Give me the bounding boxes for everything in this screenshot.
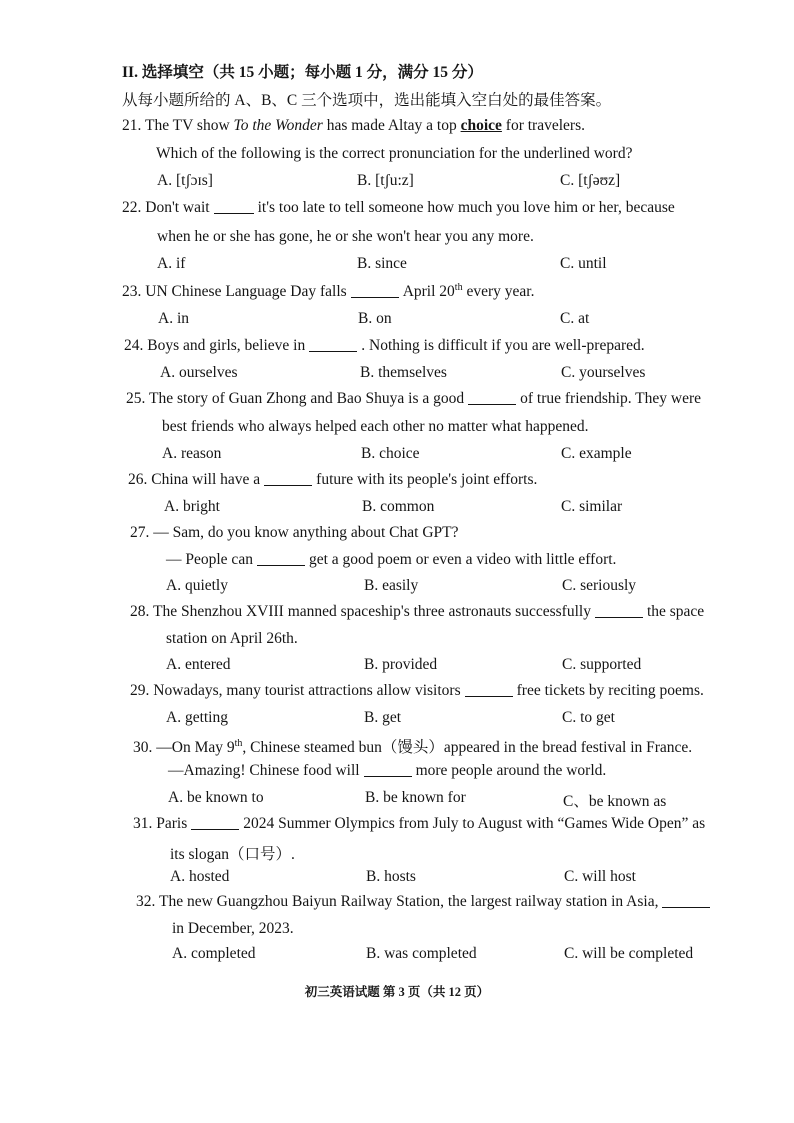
option-b: B. [tʃu:z] bbox=[357, 172, 414, 189]
option-a: A. ourselves bbox=[160, 364, 238, 381]
question-text: The story of Guan Zhong and Bao Shuya is a good bbox=[148, 390, 465, 407]
option-c: C、be known as bbox=[563, 793, 667, 810]
question-text: April 20 bbox=[402, 283, 455, 301]
question-32 bbox=[136, 893, 714, 911]
option-c: C. will be completed bbox=[564, 945, 694, 962]
question-text: The TV show bbox=[144, 117, 234, 134]
question-number: 21. bbox=[122, 117, 142, 134]
question-text: Paris bbox=[156, 815, 188, 832]
ordinal-suffix: th bbox=[234, 737, 243, 749]
question-22 bbox=[122, 199, 675, 217]
answer-blank bbox=[257, 565, 305, 566]
question-21 bbox=[122, 117, 585, 135]
answer-blank bbox=[309, 351, 357, 352]
question-26 bbox=[128, 471, 537, 489]
option-a: A. [tʃɔɪs] bbox=[157, 172, 213, 189]
question-28 bbox=[130, 603, 704, 621]
option-a: A. reason bbox=[162, 445, 222, 462]
question-text: Don't wait bbox=[145, 199, 210, 216]
question-25-line-2: best friends who always helped each other no matter what happened. bbox=[162, 418, 589, 435]
option-b: B. easily bbox=[364, 577, 419, 594]
question-number: 27. bbox=[130, 524, 150, 541]
question-number: 30. bbox=[133, 739, 153, 756]
question-text: get a good poem or even a video with little effort. bbox=[308, 551, 617, 568]
option-b: B. provided bbox=[364, 656, 438, 673]
option-b: B. on bbox=[358, 310, 392, 327]
option-a: A. getting bbox=[166, 709, 228, 726]
answer-blank bbox=[351, 297, 399, 298]
question-text: The Shenzhou XVIII manned spaceship's three astronauts successfully bbox=[152, 603, 591, 620]
question-text: . Nothing is difficult if you are well-prepared. bbox=[361, 337, 645, 354]
answer-blank bbox=[364, 776, 412, 777]
question-text: , Chinese steamed bun（馒头）appeared in the bread festival in France. bbox=[242, 739, 693, 756]
page-footer: 初三英语试题 第 3 页（共 12 页） bbox=[304, 985, 490, 999]
question-text: 2024 Summer Olympics from July to August with “Games Wide Open” as bbox=[243, 815, 706, 832]
option-c: C. [tʃəʊz] bbox=[560, 172, 621, 189]
option-c: C. until bbox=[560, 255, 607, 272]
question-number: 22. bbox=[122, 199, 142, 216]
question-31 bbox=[133, 815, 705, 833]
question-text: The new Guangzhou Baiyun Railway Station, the largest railway station in Asia, bbox=[158, 893, 659, 910]
question-29 bbox=[130, 682, 704, 700]
option-a: A. bright bbox=[164, 498, 220, 515]
question-text: more people around the world. bbox=[415, 762, 607, 779]
option-a: A. quietly bbox=[166, 577, 228, 594]
question-text: —Amazing! Chinese food will bbox=[168, 762, 360, 779]
option-a: A. hosted bbox=[170, 868, 230, 885]
question-text: — Sam, do you know anything about Chat GPT? bbox=[153, 524, 459, 541]
answer-blank bbox=[662, 907, 710, 908]
option-b: B. was completed bbox=[366, 945, 477, 962]
question-30 bbox=[133, 735, 692, 757]
section-instruction: 从每小题所给的 A、B、C 三个选项中，选出能填入空白处的最佳答案。 bbox=[122, 92, 612, 109]
question-text: the space bbox=[646, 603, 705, 620]
option-b: B. themselves bbox=[360, 364, 447, 381]
question-27-line-2 bbox=[166, 551, 616, 569]
question-text: free tickets by reciting poems. bbox=[516, 682, 704, 699]
option-c: C. supported bbox=[562, 656, 642, 673]
question-text: — People can bbox=[166, 551, 253, 568]
option-b: B. common bbox=[362, 498, 435, 515]
question-text: has made Altay a top bbox=[322, 117, 461, 134]
option-b: B. since bbox=[357, 255, 407, 272]
answer-blank bbox=[468, 404, 516, 405]
question-number: 31. bbox=[133, 815, 153, 832]
question-25 bbox=[126, 390, 701, 408]
question-27 bbox=[130, 524, 459, 542]
option-a: A. entered bbox=[166, 656, 231, 673]
answer-blank bbox=[595, 617, 643, 618]
option-c: C. to get bbox=[562, 709, 615, 726]
option-a: A. be known to bbox=[168, 789, 264, 806]
question-number: 25. bbox=[126, 390, 146, 407]
question-30-line-2 bbox=[168, 762, 606, 780]
option-c: C. will host bbox=[564, 868, 636, 885]
question-number: 28. bbox=[130, 603, 150, 620]
section-title: II. 选择填空（共 15 小题；每小题 1 分，满分 15 分） bbox=[122, 64, 483, 81]
option-b: B. get bbox=[364, 709, 402, 726]
option-c: C. similar bbox=[561, 498, 623, 515]
answer-blank bbox=[191, 829, 239, 830]
underlined-word: choice bbox=[460, 117, 502, 134]
option-a: A. if bbox=[157, 255, 186, 272]
question-text: future with its people's joint efforts. bbox=[316, 471, 538, 488]
question-text: UN Chinese Language Day falls bbox=[145, 283, 347, 301]
question-text: of true friendship. They were bbox=[520, 390, 702, 407]
question-22-line-2: when he or she has gone, he or she won't hear you any more. bbox=[157, 228, 534, 245]
show-title: To the Wonder bbox=[233, 117, 323, 134]
ordinal-suffix: th bbox=[454, 282, 463, 293]
question-number: 29. bbox=[130, 682, 150, 699]
question-text: for travelers. bbox=[501, 117, 585, 134]
question-text: China will have a bbox=[151, 471, 261, 488]
question-number: 32. bbox=[136, 893, 156, 910]
question-text: Boys and girls, believe in bbox=[147, 337, 306, 354]
question-32-line-2: in December, 2023. bbox=[172, 920, 294, 937]
question-24 bbox=[124, 337, 645, 355]
answer-blank bbox=[465, 696, 513, 697]
option-c: C. yourselves bbox=[561, 364, 646, 381]
option-a: A. completed bbox=[172, 945, 256, 962]
option-c: C. example bbox=[561, 445, 632, 462]
question-number: 26. bbox=[128, 471, 148, 488]
question-number: 24. bbox=[124, 337, 144, 354]
question-text: it's too late to tell someone how much you love him or her, because bbox=[257, 199, 675, 216]
question-31-line-2: its slogan（口号）. bbox=[170, 846, 295, 863]
option-b: B. hosts bbox=[366, 868, 416, 885]
question-21-line-2: Which of the following is the correct pronunciation for the underlined word? bbox=[156, 145, 633, 162]
question-text: every year. bbox=[462, 283, 535, 301]
answer-blank bbox=[264, 485, 312, 486]
question-28-line-2: station on April 26th. bbox=[166, 630, 298, 647]
option-c: C. seriously bbox=[562, 577, 637, 594]
question-number: 23. bbox=[122, 283, 142, 301]
question-text: —On May 9 bbox=[156, 739, 235, 756]
option-b: B. be known for bbox=[365, 789, 466, 806]
option-c: C. at bbox=[560, 310, 590, 327]
question-23 bbox=[122, 282, 534, 301]
question-text: Nowadays, many tourist attractions allow visitors bbox=[153, 682, 461, 699]
option-b: B. choice bbox=[361, 445, 420, 462]
answer-blank bbox=[214, 213, 254, 214]
option-a: A. in bbox=[158, 310, 189, 327]
